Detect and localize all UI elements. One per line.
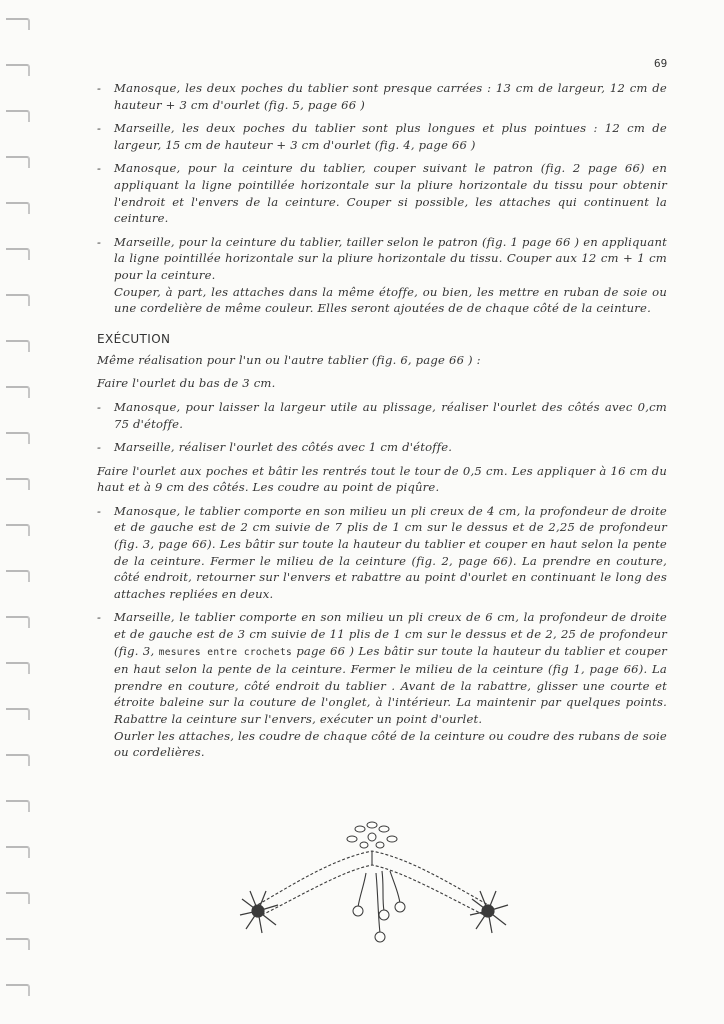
item-text: Manosque, le tablier comporte en son milieu un pli creux de 4 cm, la profondeur de droite et de gauche est de 2 cm suivie de 7 plis de 1 cm sur le dessus et de 2,25 de profondeur (fig. 3, page 66). Les bâtir sur toute la hauteur du tablier et couper en haut selon la pente de la ceinture. Fermer le milieu de la ceinture (fig. 2, page 66). La prendre en couture, côté endroit, retourner sur l'envers et rabattre au point d'ourlet en continuant le long des attaches repliées en deux. <box>114 503 667 601</box>
item-text: Manosque, pour laisser la largeur utile au plissage, réaliser l'ourlet des côtés avec 0,cm 75 d'étoffe. <box>114 399 667 431</box>
page-content <box>97 80 667 768</box>
item-text-continued: Ourler les attaches, les coudre de chaque côté de la ceinture ou coudre des rubans de soie ou cordelières. <box>114 728 667 760</box>
page-number: 69 <box>654 57 668 70</box>
embroidery-ornament <box>232 815 514 957</box>
hem-paragraph: Faire l'ourlet du bas de 3 cm. <box>97 376 276 391</box>
item-text: Marseille, pour la ceinture du tablier, tailler selon le patron (fig. 1 page 66 ) en appliquant la ligne pointillée horizontale sur la pliure horizontale du tissu. Couper aux 12 cm + 1 cm pour la ceinture. <box>114 234 667 282</box>
list-item: - Marseille, pour la ceinture du tablier, tailler selon le patron (fig. 1 page 66 ) en appliquant la ligne pointillée horizontale sur la pliure horizontale du tissu. Couper aux 12 cm + 1 cm pour la ceinture. Couper, à part, les attaches dans la même étoffe, ou bien, les mettre en ruban de soie ou une cordelière de même couleur. Elles seront ajoutées de de chaque côté de la ceinture. <box>97 234 667 316</box>
intro-paragraph: Même réalisation pour l'un ou l'autre tablier (fig. 6, page 66 ) : <box>97 352 481 367</box>
list-item: - Manosque, pour laisser la largeur utile au plissage, réaliser l'ourlet des côtés avec 0,cm 75 d'étoffe. <box>97 399 667 431</box>
item-text: Marseille, réaliser l'ourlet des côtés avec 1 cm d'étoffe. <box>114 440 453 455</box>
item-text-continued: Couper, à part, les attaches dans la même étoffe, ou bien, les mettre en ruban de soie ou une cordelière de même couleur. Elles seront ajoutées de de chaque côté de la ceinture. <box>114 284 667 316</box>
list-item: - Marseille, les deux poches du tablier sont plus longues et plus pointues : 12 cm de largeur, 15 cm de hauteur + 3 cm d'ourlet (fig. 4, page 66 ) <box>97 121 667 152</box>
item-text: Manosque, pour la ceinture du tablier, couper suivant le patron (fig. 2 page 66) en appliquant la ligne pointillée horizontale sur la pliure horizontale du tissu pour obtenir l'endroit et l'envers de la ceinture. Couper si possible, les attaches qui continuent la ceinture. <box>114 161 667 226</box>
binding-holes <box>0 0 40 1024</box>
list-item: - Manosque, pour la ceinture du tablier, couper suivant le patron (fig. 2 page 66) en appliquant la ligne pointillée horizontale sur la pliure horizontale du tissu pour obtenir l'endroit et l'envers de la ceinture. Couper si possible, les attaches qui continuent la ceinture. <box>97 161 667 226</box>
list-item: - Manosque, le tablier comporte en son milieu un pli creux de 4 cm, la profondeur de droite et de gauche est de 2 cm suivie de 7 plis de 1 cm sur le dessus et de 2,25 de profondeur (fig. 3, page 66). Les bâtir sur toute la hauteur du tablier et couper en haut selon la pente de la ceinture. Fermer le milieu de la ceinture (fig. 2, page 66). La prendre en couture, côté endroit, retourner sur l'envers et rabattre au point d'ourlet en continuant le long des attaches repliées en deux. <box>97 503 667 601</box>
item-text <box>114 609 667 727</box>
list-item: - Marseille, le tablier comporte en son milieu un pli creux de 6 cm, la profondeur de droite et de gauche est de 3 cm suivie de 11 plis de 1 cm sur le dessus et de 2, 25 de profondeur (fig. 3, mesures entre crochets page 66 ) Les bâtir sur toute la hauteur du tablier et couper en haut selon la pente de la ceinture. Fermer le milieu de la ceinture (fig 1, page 66). La prendre en couture, côté endroit du tablier . Avant de la rabattre, glisser une courte et étroite baleine sur la couture de l'onglet, à l'intérieur. La maintenir par quelques points. Rabattre la ceinture sur l'envers, exécuter un point d'ourlet. Ourler les attaches, les coudre de chaque côté de la ceinture ou coudre des rubans de soie ou cordelières. <box>97 610 667 760</box>
embroidery-illustration <box>232 815 514 957</box>
item-text-part: Marseille, le tablier comporte en son milieu un pli creux de 6 cm, la profondeur de droite et de gauche est de 3 cm suivie de 11 plis de 1 cm sur le dessus et de 2, 25 de profondeur (fig. 3, <box>114 610 667 658</box>
item-text: Manosque, les deux poches du tablier sont presque carrées : 13 cm de largeur, 12 cm de hauteur + 3 cm d'ourlet (fig. 5, page 66 ) <box>114 81 667 112</box>
item-text: Marseille, les deux poches du tablier sont plus longues et plus pointues : 12 cm de largeur, 15 cm de hauteur + 3 cm d'ourlet (fig. 4, page 66 ) <box>114 121 667 152</box>
typed-annotation: mesures entre crochets <box>158 646 292 658</box>
item-text-part: page 66 ) Les bâtir sur toute la hauteur du tablier et couper en haut selon la pente de la ceinture. Fermer le milieu de la ceinture (fig 1, page 66). La prendre en couture, côté endroit du tablier . Avant de la rabattre, glisser une courte et étroite baleine sur la couture de l'onglet, à l'intérieur. La maintenir par quelques points. Rabattre la ceinture sur l'envers, exécuter un point d'ourlet. <box>114 643 667 726</box>
list-item: - Marseille, réaliser l'ourlet des côtés avec 1 cm d'étoffe. <box>97 439 667 456</box>
section-heading: EXÉCUTION <box>97 331 171 346</box>
pockets-paragraph: Faire l'ourlet aux poches et bâtir les rentrés tout le tour de 0,5 cm. Les appliquer à 16 cm du haut et à 9 cm des côtés. Les coudre au point de piqûre. <box>97 463 667 495</box>
list-item: - Manosque, les deux poches du tablier sont presque carrées : 13 cm de largeur, 12 cm de hauteur + 3 cm d'ourlet (fig. 5, page 66 ) <box>97 81 667 112</box>
